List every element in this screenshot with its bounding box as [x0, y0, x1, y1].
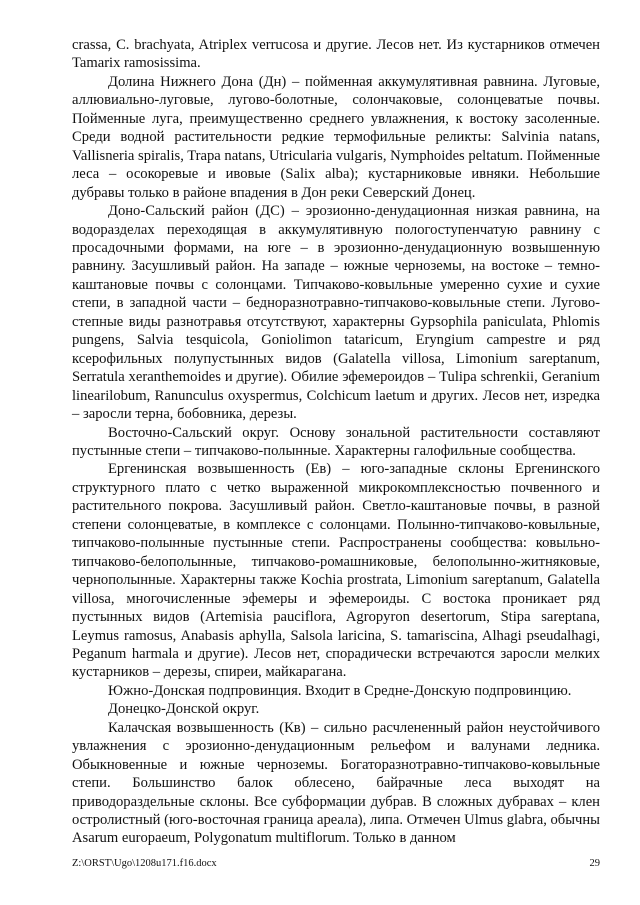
file-path: Z:\ORST\Ugo\1208u171.f16.docx — [72, 858, 217, 869]
paragraph-south-don-subprovince: Южно-Донская подпровинция. Входит в Средне-Донскую подпровинцию. — [108, 682, 572, 699]
paragraph-lower-don-valley: Долина Нижнего Дона (Дн) – пойменная аккумулятивная равнина. Луговые, аллювиально-луговые, лугово-болотные, солончаковые, солонцеватые почвы. Пойменные луга, преимущественно среднего увлажнения, к востоку засоленные. Среди водной растительности редкие термофильные реликты: Salvinia natans, Vallisneria spiralis, Trapa natans, Utricularia vulgaris, Nymphoides peltatum. Пойменные леса – осокоревые и ивовые (Salix alba); кустарниковые ивняки. Небольшие дубравы только в районе впадения в Дон реки Северский Донец. — [72, 73, 601, 201]
paragraph-continuation: crassa, C. brachyata, Atriplex verrucosa и другие. Лесов нет. Из кустарников отмечен Tamarix ramosissima. — [72, 37, 600, 72]
page-number: 29 — [589, 858, 600, 869]
paragraph-don-salsk-district: Доно-Сальский район (ДС) – эрозионно-денудационная низкая равнина, на водоразделах переходящая в аккумулятивную пологоступенчатую равнину с просадочными формами, на юге – в эрозионно-денудационную возвышенную равнину. Засушливый район. На западе – южные черноземы, на востоке – темно-каштановые почвы с солонцами. Типчаково-ковыльные умеренно сухие и сухие степи, в западной части – бедноразнотравно-типчаково-ковыльные степи. Лугово-степные виды разнотравья отсутствуют, характерны Gypsophila paniculata, Phlomis pungens, Salvia tesquicola, Goniolimon tataricum, Eryngium campestre и ряд ксерофильных полупустынных видов (Galatella villosa, Limonium sareptanum, Serratula xeranthemoides и другие). Обилие эфемероидов – Tulipa schrenkii, Geranium linearilobum, Ranunculus oxyspermus, Colchicum laetum и других. Лесов нет, изредка – заросли терна, бобовника, дерезы. — [72, 203, 600, 423]
paragraph-east-salsk-okrug: Восточно-Сальский округ. Основу зональной растительности составляют пустынные степи – типчаково-полынные. Характерны галофильные сообщества. — [72, 424, 600, 459]
paragraph-ergeni-upland: Ергенинская возвышенность (Ев) – юго-западные склоны Ергенинского структурного плато с четко выраженной микрокомплексностью почвенного и растительного покрова. Засушливый район. Светло-каштановые почвы, в разной степени солонцеватые, в комплексе с солонцами. Полынно-типчаково-ковыльные, типчаково-полынные пустынные степи. Распространены сообщества: ковыльно-типчаково-белополынные, типчаково-ромашниковые, белополынно-житняковые, чернополынные. Характерны также Kochia prostrata, Limonium sareptanum, Galatella villosa, многочисленные эфемеры и эфемероиды. С востока проникает ряд пустынных видов (Artemisia pauciflora, Agropyron desertorum, Stipa sareptana, Leymus ramosus, Anabasis aphylla, Salsola laricina, S. tamariscina, Alhagi pseudalhagi, Peganum harmala и другие). Лесов нет, спорадически встречаются заросли мелких кустарников – дерезы, спиреи, майкарагана. — [72, 461, 600, 681]
paragraph-kalach-upland: Калачская возвышенность (Кв) – сильно расчлененный район неустойчивого увлажнения с эрозионно-денудационным рельефом и валунами ледника. Обыкновенные и южные черноземы. Богаторазнотравно-типчаково-ковыльные степи. Большинство балок облесено, байрачные леса выходят на приводораздельные склоны. Все субформации дубрав. В сложных дубравах – клен остролистный (юго-восточная граница ареала), липа. Отмечен Ulmus glabra, обычны Asarum europaeum, Polygonatum multiflorum. Только в данном — [72, 719, 600, 847]
page-footer — [72, 858, 600, 869]
document-body — [72, 36, 600, 848]
paragraph-donets-don-okrug: Донецко-Донской округ. — [108, 701, 260, 718]
